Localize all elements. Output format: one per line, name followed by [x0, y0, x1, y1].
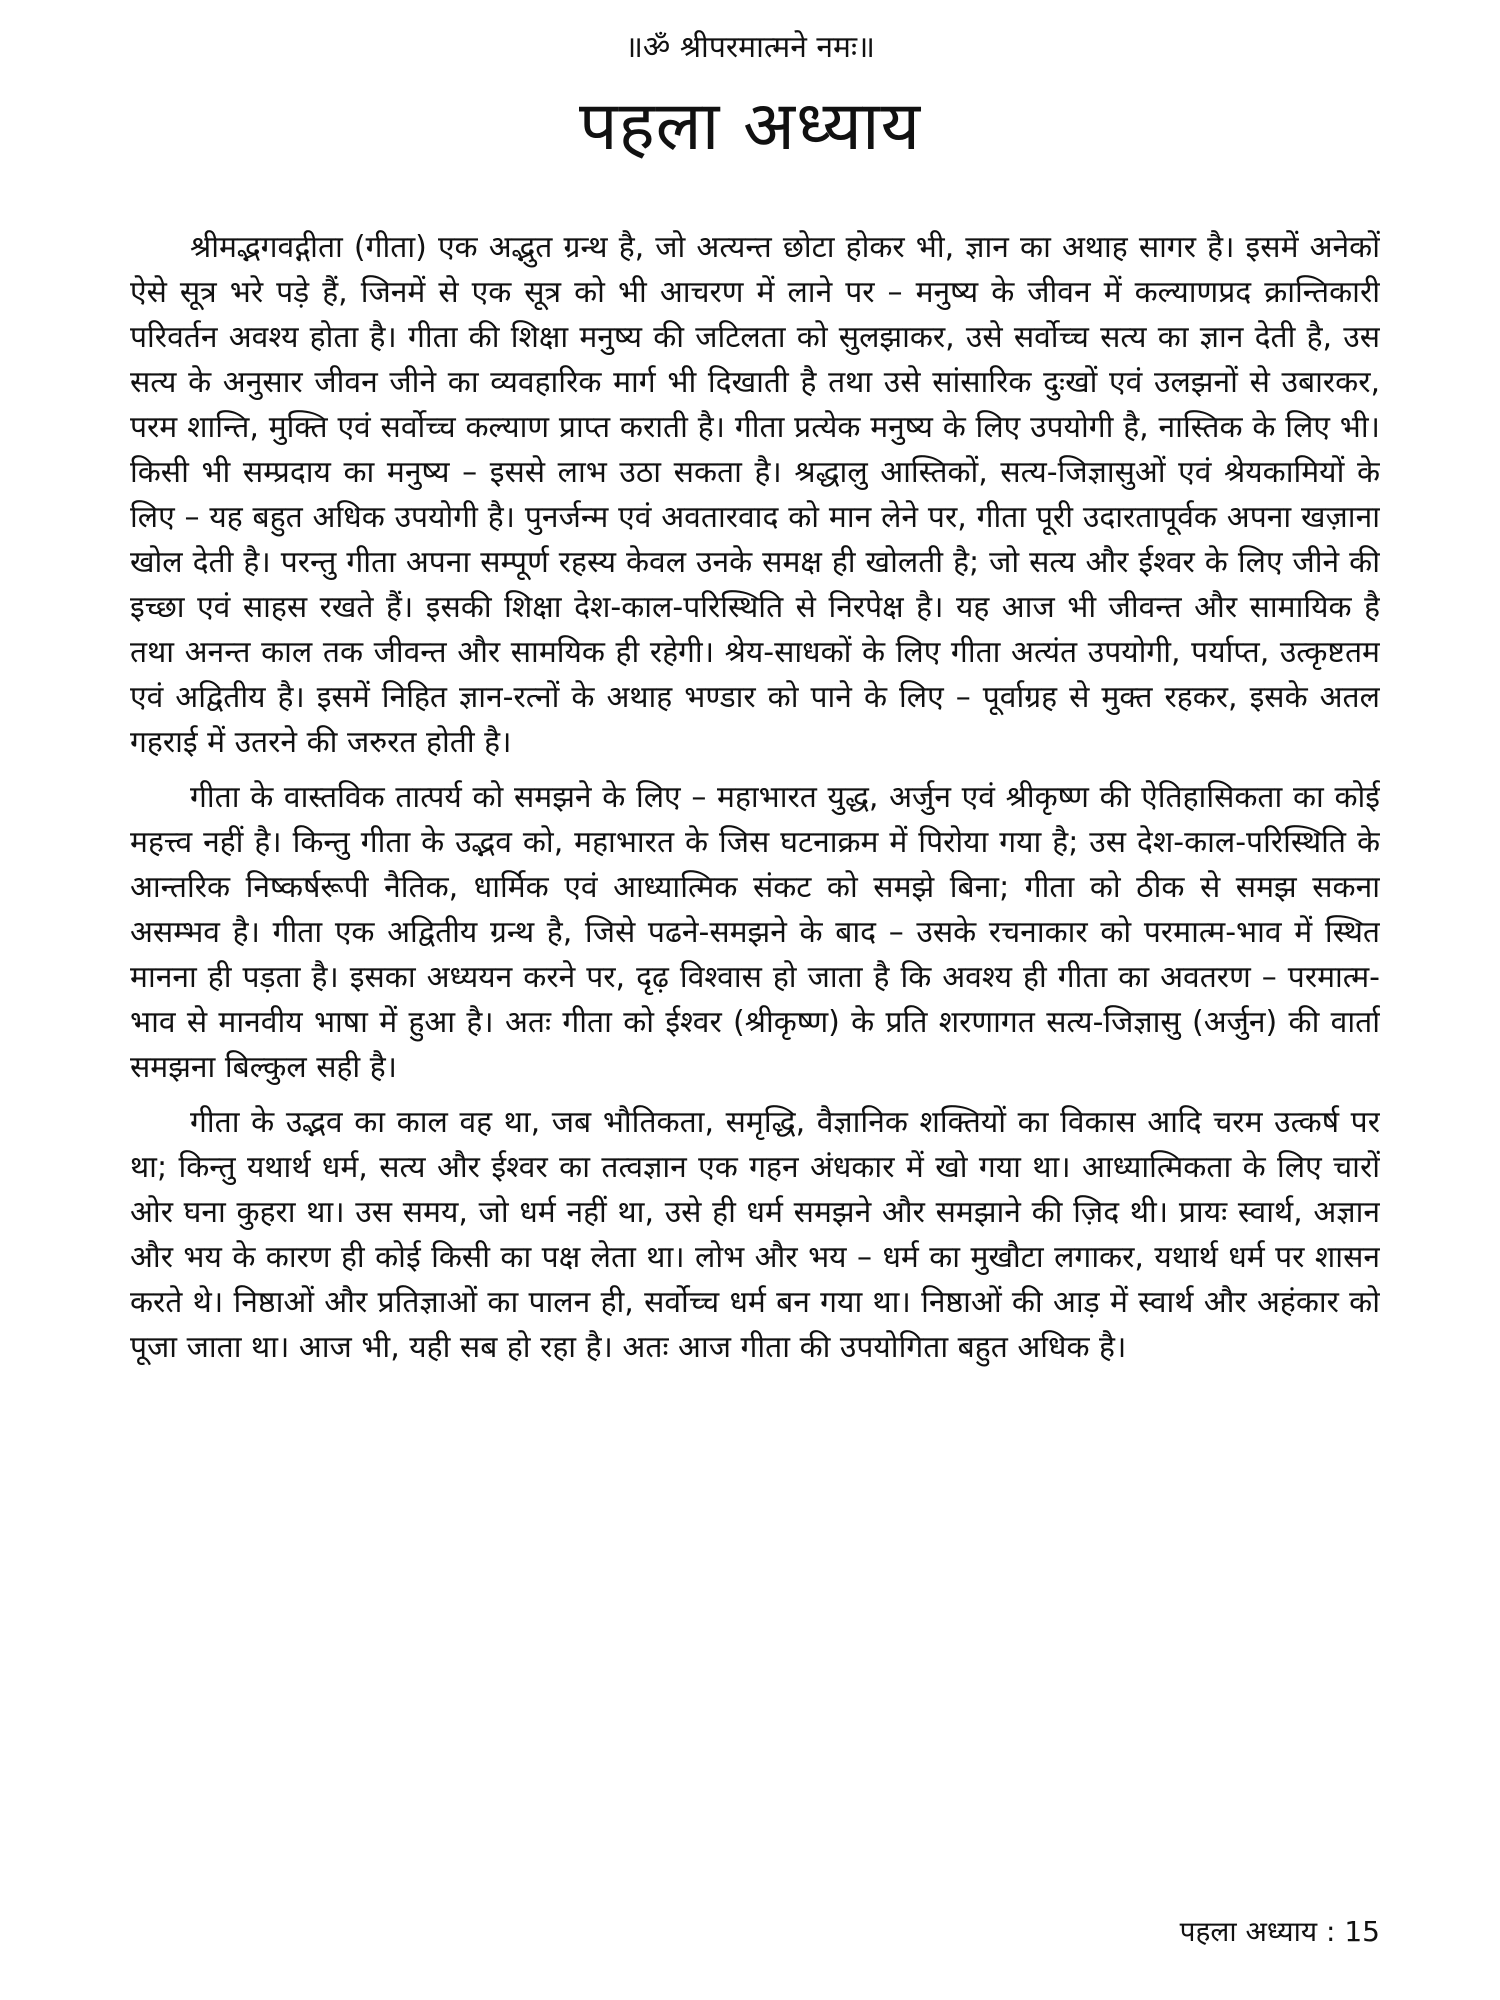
paragraph-3: गीता के उद्भव का काल वह था, जब भौतिकता, समृद्धि, वैज्ञानिक शक्तियों का विकास आदि चरम उत्कर्ष पर था; किन्तु यथार्थ धर्म, सत्य और ईश्वर का तत्वज्ञान एक गहन अंधकार में खो गया था। आध्यात्मिकता के लिए चारों ओर घना कुहरा था। उस समय, जो धर्म नहीं था, उसे ही धर्म समझने और समझाने की ज़िद थी। प्रायः स्वार्थ, अज्ञान और भय के कारण ही कोई किसी का पक्ष लेता था। लोभ और भय – धर्म का मुखौटा लगाकर, यथार्थ धर्म पर शासन करते थे। निष्ठाओं और प्रतिज्ञाओं का पालन ही, सर्वोच्च धर्म बन गया था। निष्ठाओं की आड़ में स्वार्थ और अहंकार को पूजा जाता था। आज भी, यही सब हो रहा है। अतः आज गीता की उपयोगिता बहुत अधिक है।: [130, 1105, 1380, 1365]
invocation-line: ॥ॐ श्रीपरमात्मने नमः॥: [624, 30, 876, 65]
paragraph-2: गीता के वास्तविक तात्पर्य को समझने के लिए – महाभारत युद्ध, अर्जुन एवं श्रीकृष्ण की ऐतिहासिकता का कोई महत्त्व नहीं है। किन्तु गीता के उद्भव को, महाभारत के जिस घटनाक्रम में पिरोया गया है; उस देश-काल-परिस्थिति के आन्तरिक निष्कर्षरूपी नैतिक, धार्मिक एवं आध्यात्मिक संकट को समझे बिना; गीता को ठीक से समझ सकना असम्भव है। गीता एक अद्वितीय ग्रन्थ है, जिसे पढने-समझने के बाद – उसके रचनाकार को परमात्म-भाव में स्थित मानना ही पड़ता है। इसका अध्ययन करने पर, दृढ़ विश्वास हो जाता है कि अवश्य ही गीता का अवतरण – परमात्म-भाव से मानवीय भाषा में हुआ है। अतः गीता को ईश्वर (श्रीकृष्ण) के प्रति शरणागत सत्य-जिज्ञासु (अर्जुन) की वार्ता समझना बिल्कुल सही है।: [130, 780, 1380, 1085]
chapter-title: पहला अध्याय: [578, 87, 922, 166]
body-text: [130, 225, 1380, 1885]
page-footer: पहला अध्याय : 15: [1179, 1915, 1380, 1948]
paragraph-1: श्रीमद्भगवद्गीता (गीता) एक अद्भुत ग्रन्थ है, जो अत्यन्त छोटा होकर भी, ज्ञान का अथाह सागर है। इसमें अनेकों ऐसे सूत्र भरे पड़े हैं, जिनमें से एक सूत्र को भी आचरण में लाने पर – मनुष्य के जीवन में कल्याणप्रद क्रान्तिकारी परिवर्तन अवश्य होता है। गीता की शिक्षा मनुष्य की जटिलता को सुलझाकर, उसे सर्वोच्च सत्य का ज्ञान देती है, उस सत्य के अनुसार जीवन जीने का व्यवहारिक मार्ग भी दिखाती है तथा उसे सांसारिक दुःखों एवं उलझनों से उबारकर, परम शान्ति, मुक्ति एवं सर्वोच्च कल्याण प्राप्त कराती है। गीता प्रत्येक मनुष्य के लिए उपयोगी है, नास्तिक के लिए भी। किसी भी सम्प्रदाय का मनुष्य – इससे लाभ उठा सकता है। श्रद्धालु आस्तिकों, सत्य-जिज्ञासुओं एवं श्रेयकामियों के लिए – यह बहुत अधिक उपयोगी है। पुनर्जन्म एवं अवतारवाद को मान लेने पर, गीता पूरी उदारतापूर्वक अपना खज़ाना खोल देती है। परन्तु गीता अपना सम्पूर्ण रहस्य केवल उनके समक्ष ही खोलती है; जो सत्य और ईश्वर के लिए जीने की इच्छा एवं साहस रखते हैं। इसकी शिक्षा देश-काल-परिस्थिति से निरपेक्ष है। यह आज भी जीवन्त और सामायिक है तथा अनन्त काल तक जीवन्त और सामयिक ही रहेगी। श्रेय-साधकों के लिए गीता अत्यंत उपयोगी, पर्याप्त, उत्कृष्टतम एवं अद्वितीय है। इसमें निहित ज्ञान-रत्नों के अथाह भण्डार को पाने के लिए – पूर्वाग्रह से मुक्त रहकर, इसके अतल गहराई में उतरने की जरुरत होती है।: [130, 230, 1380, 760]
